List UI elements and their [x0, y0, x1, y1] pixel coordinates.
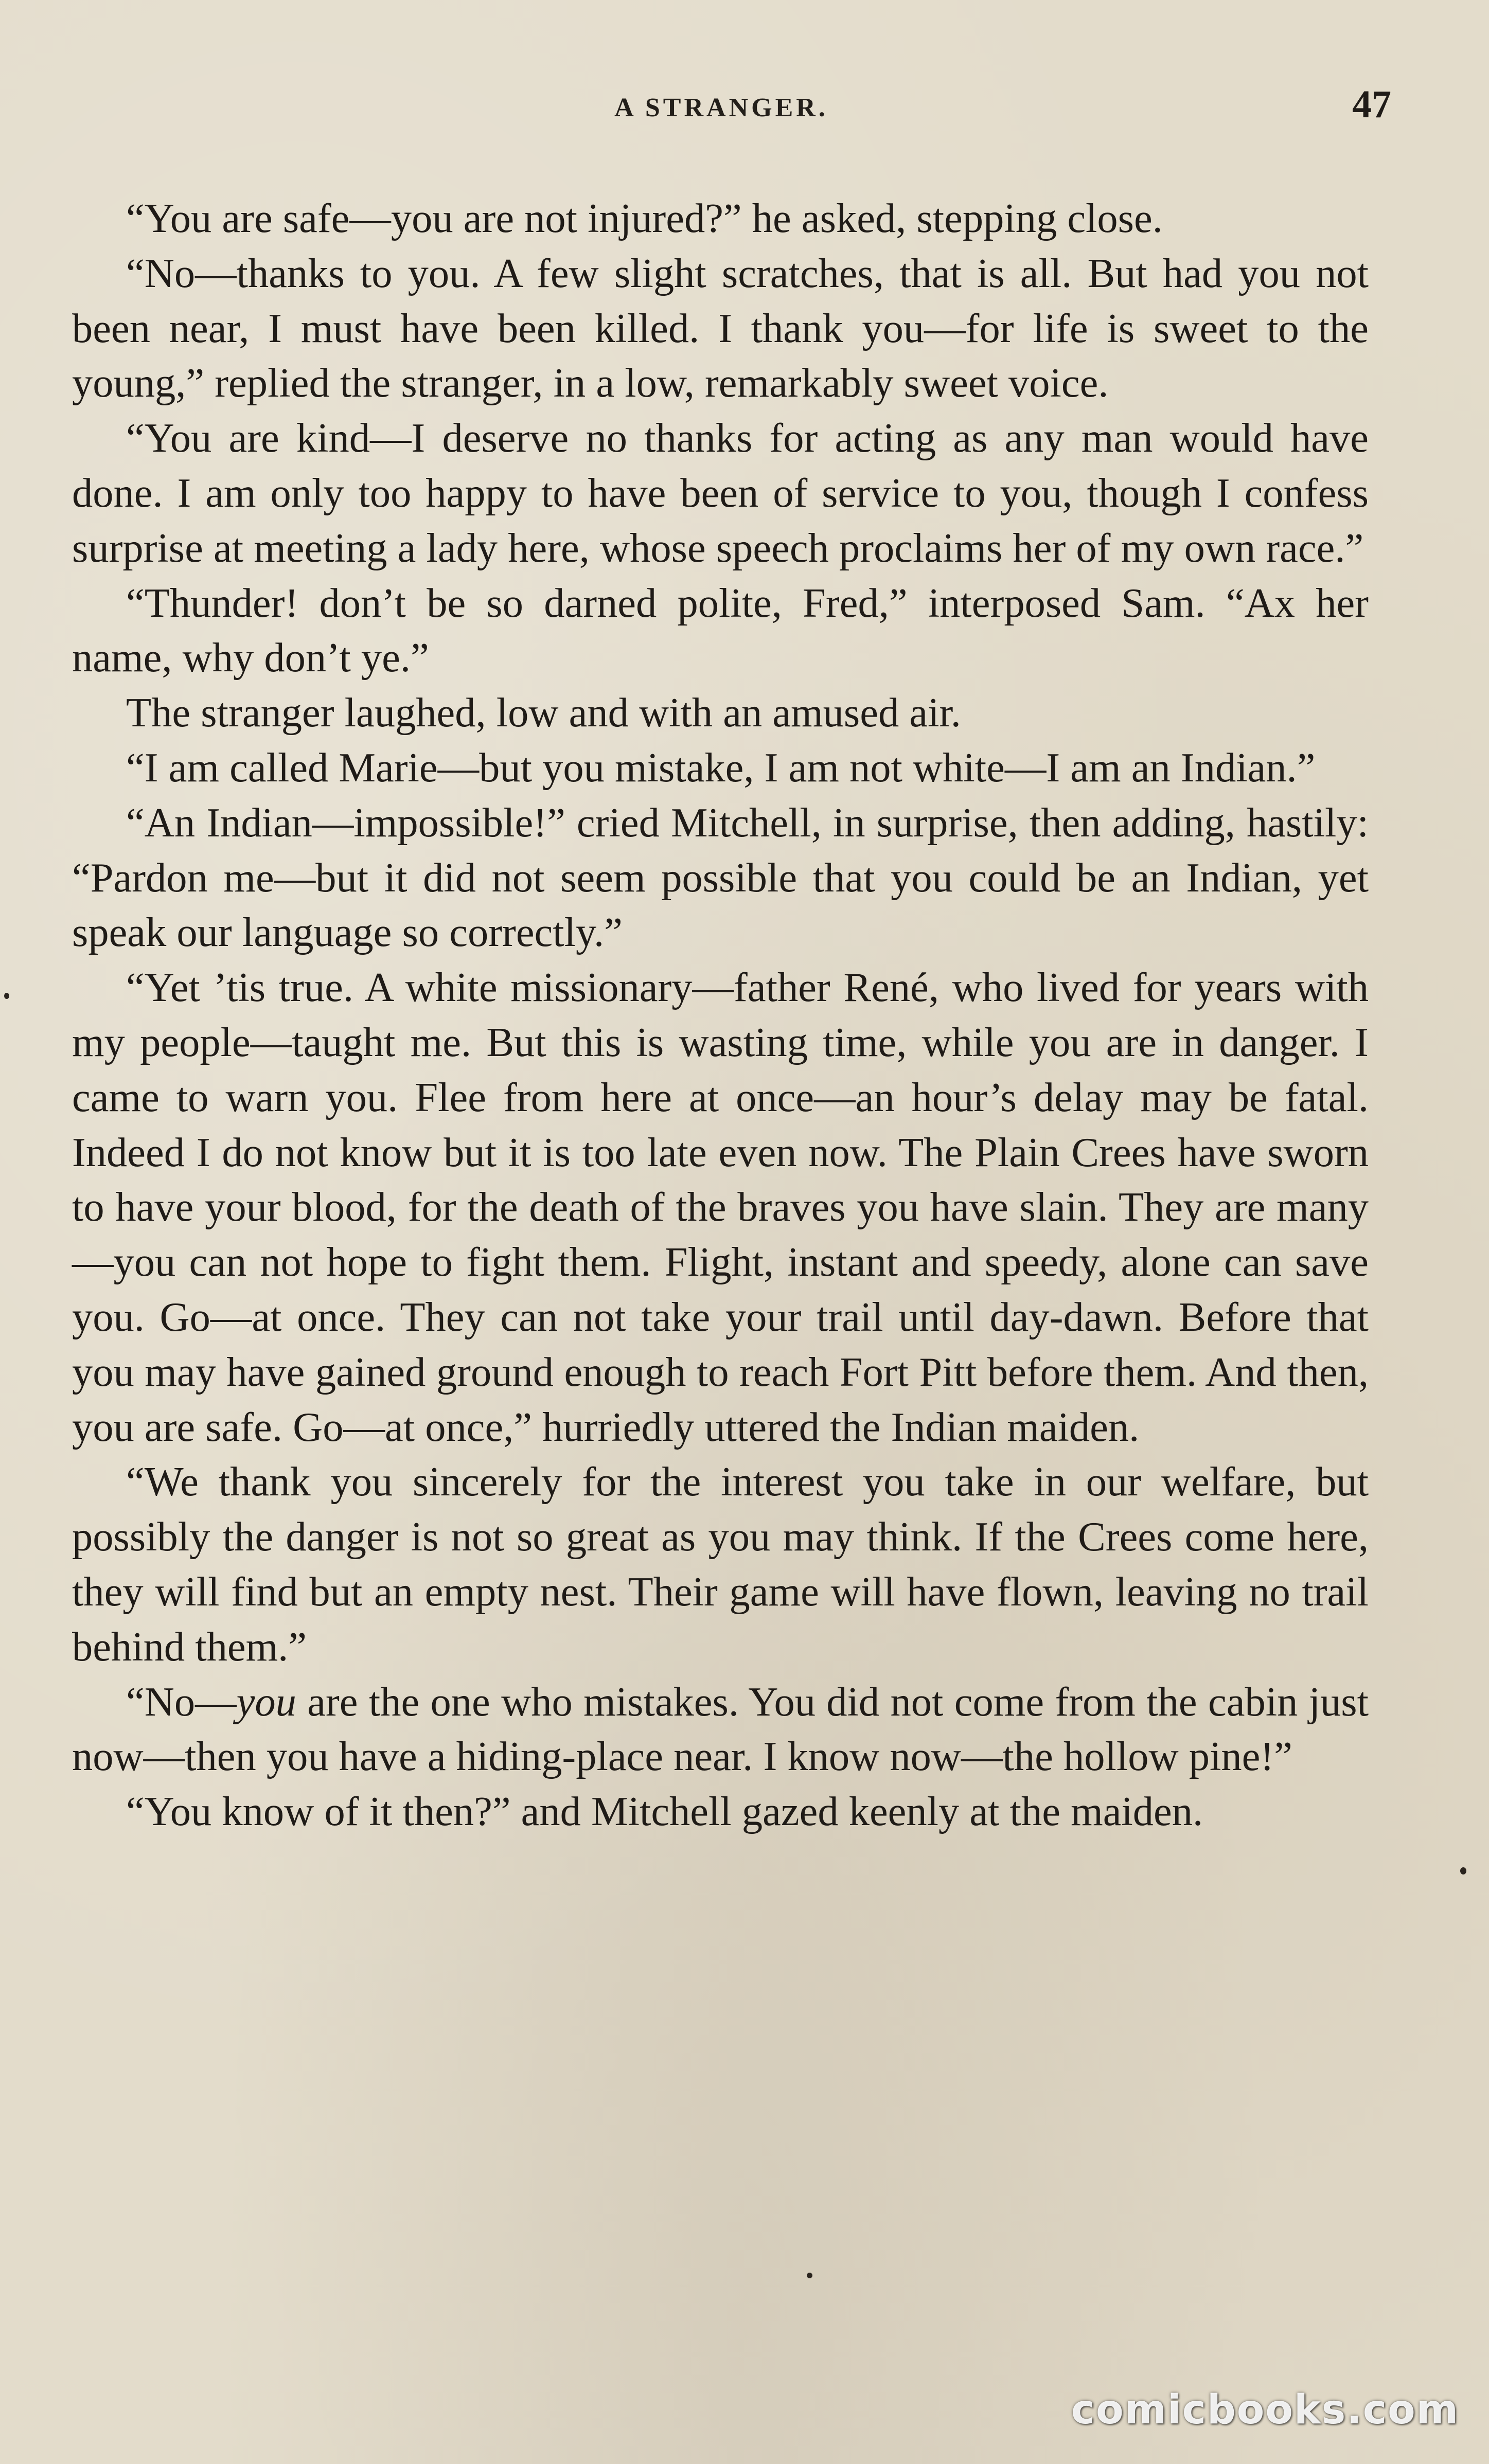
- paragraph: “You are safe—you are not injured?” he asked, stepping close.: [126, 195, 1163, 241]
- emphasized-word: you: [236, 1679, 296, 1725]
- paragraph: “We thank you sincerely for the interest you take in our welfare, but possibly the danger is not so great as you may think. If the Crees come here, they will find but an empty nest. Their game will have flown, leaving no trail behind them.”: [72, 1459, 1369, 1670]
- page-header: [72, 82, 1391, 144]
- paragraph: “You know of it then?” and Mitchell gazed keenly at the maiden.: [126, 1789, 1203, 1835]
- paragraph-text-before: “No—: [126, 1679, 237, 1725]
- paragraph: “I am called Marie—but you mistake, I am not white—I am an Indian.”: [126, 744, 1316, 791]
- running-head: A STRANGER.: [614, 93, 828, 122]
- watermark: comicbooks.com: [1071, 2387, 1459, 2433]
- paragraph: “No—thanks to you. A few slight scratches, that is all. But had you not been near, I must have been killed. I thank you—for life is sweet to the young,” replied the stranger, in a low, remarkably sweet voice.: [72, 250, 1369, 406]
- paragraph-text-after: are the one who mistakes. You did not come from the cabin just now—then you have a hiding-place near. I know now—the hollow pine!”: [72, 1679, 1369, 1780]
- paragraph: “Thunder! don’t be so darned polite, Fred,” interposed Sam. “Ax her name, why don’t ye.”: [72, 580, 1369, 681]
- paragraph: “An Indian—impossible!” cried Mitchell, in surprise, then adding, hastily: “Pardon me—but it did not seem possible that you could be an Indian, yet speak our language so correctly.”: [72, 799, 1369, 956]
- ink-speck: [807, 2273, 812, 2278]
- page-number: 47: [1352, 83, 1391, 126]
- ink-speck: [4, 993, 9, 999]
- ink-speck: [1460, 1867, 1466, 1874]
- paragraph: “Yet ’tis true. A white missionary—father René, who lived for years with my people—taught me. But this is wasting time, while you are in danger. I came to warn you. Flee from here at once—an hour’s delay may be fatal. Indeed I do not know but it is too late even now. The Plain Crees have sworn to have your blood, for the death of the braves you have slain. They are many—you can not hope to fight them. Flight, instant and speedy, alone can save you. Go—at once. They can not take your trail until day-dawn. Before that you may have gained ground enough to reach Fort Pitt before them. And then, you are safe. Go—at once,” hurriedly uttered the Indian maiden.: [72, 965, 1369, 1450]
- body-text: [72, 191, 1369, 1840]
- paragraph: [72, 1675, 1369, 1785]
- paragraph: “You are kind—I deserve no thanks for acting as any man would have done. I am only too happy to have been of service to you, though I confess surprise at meeting a lady here, whose speech proclaims her of my own race.”: [72, 415, 1369, 571]
- paragraph: The stranger laughed, low and with an amused air.: [126, 690, 961, 736]
